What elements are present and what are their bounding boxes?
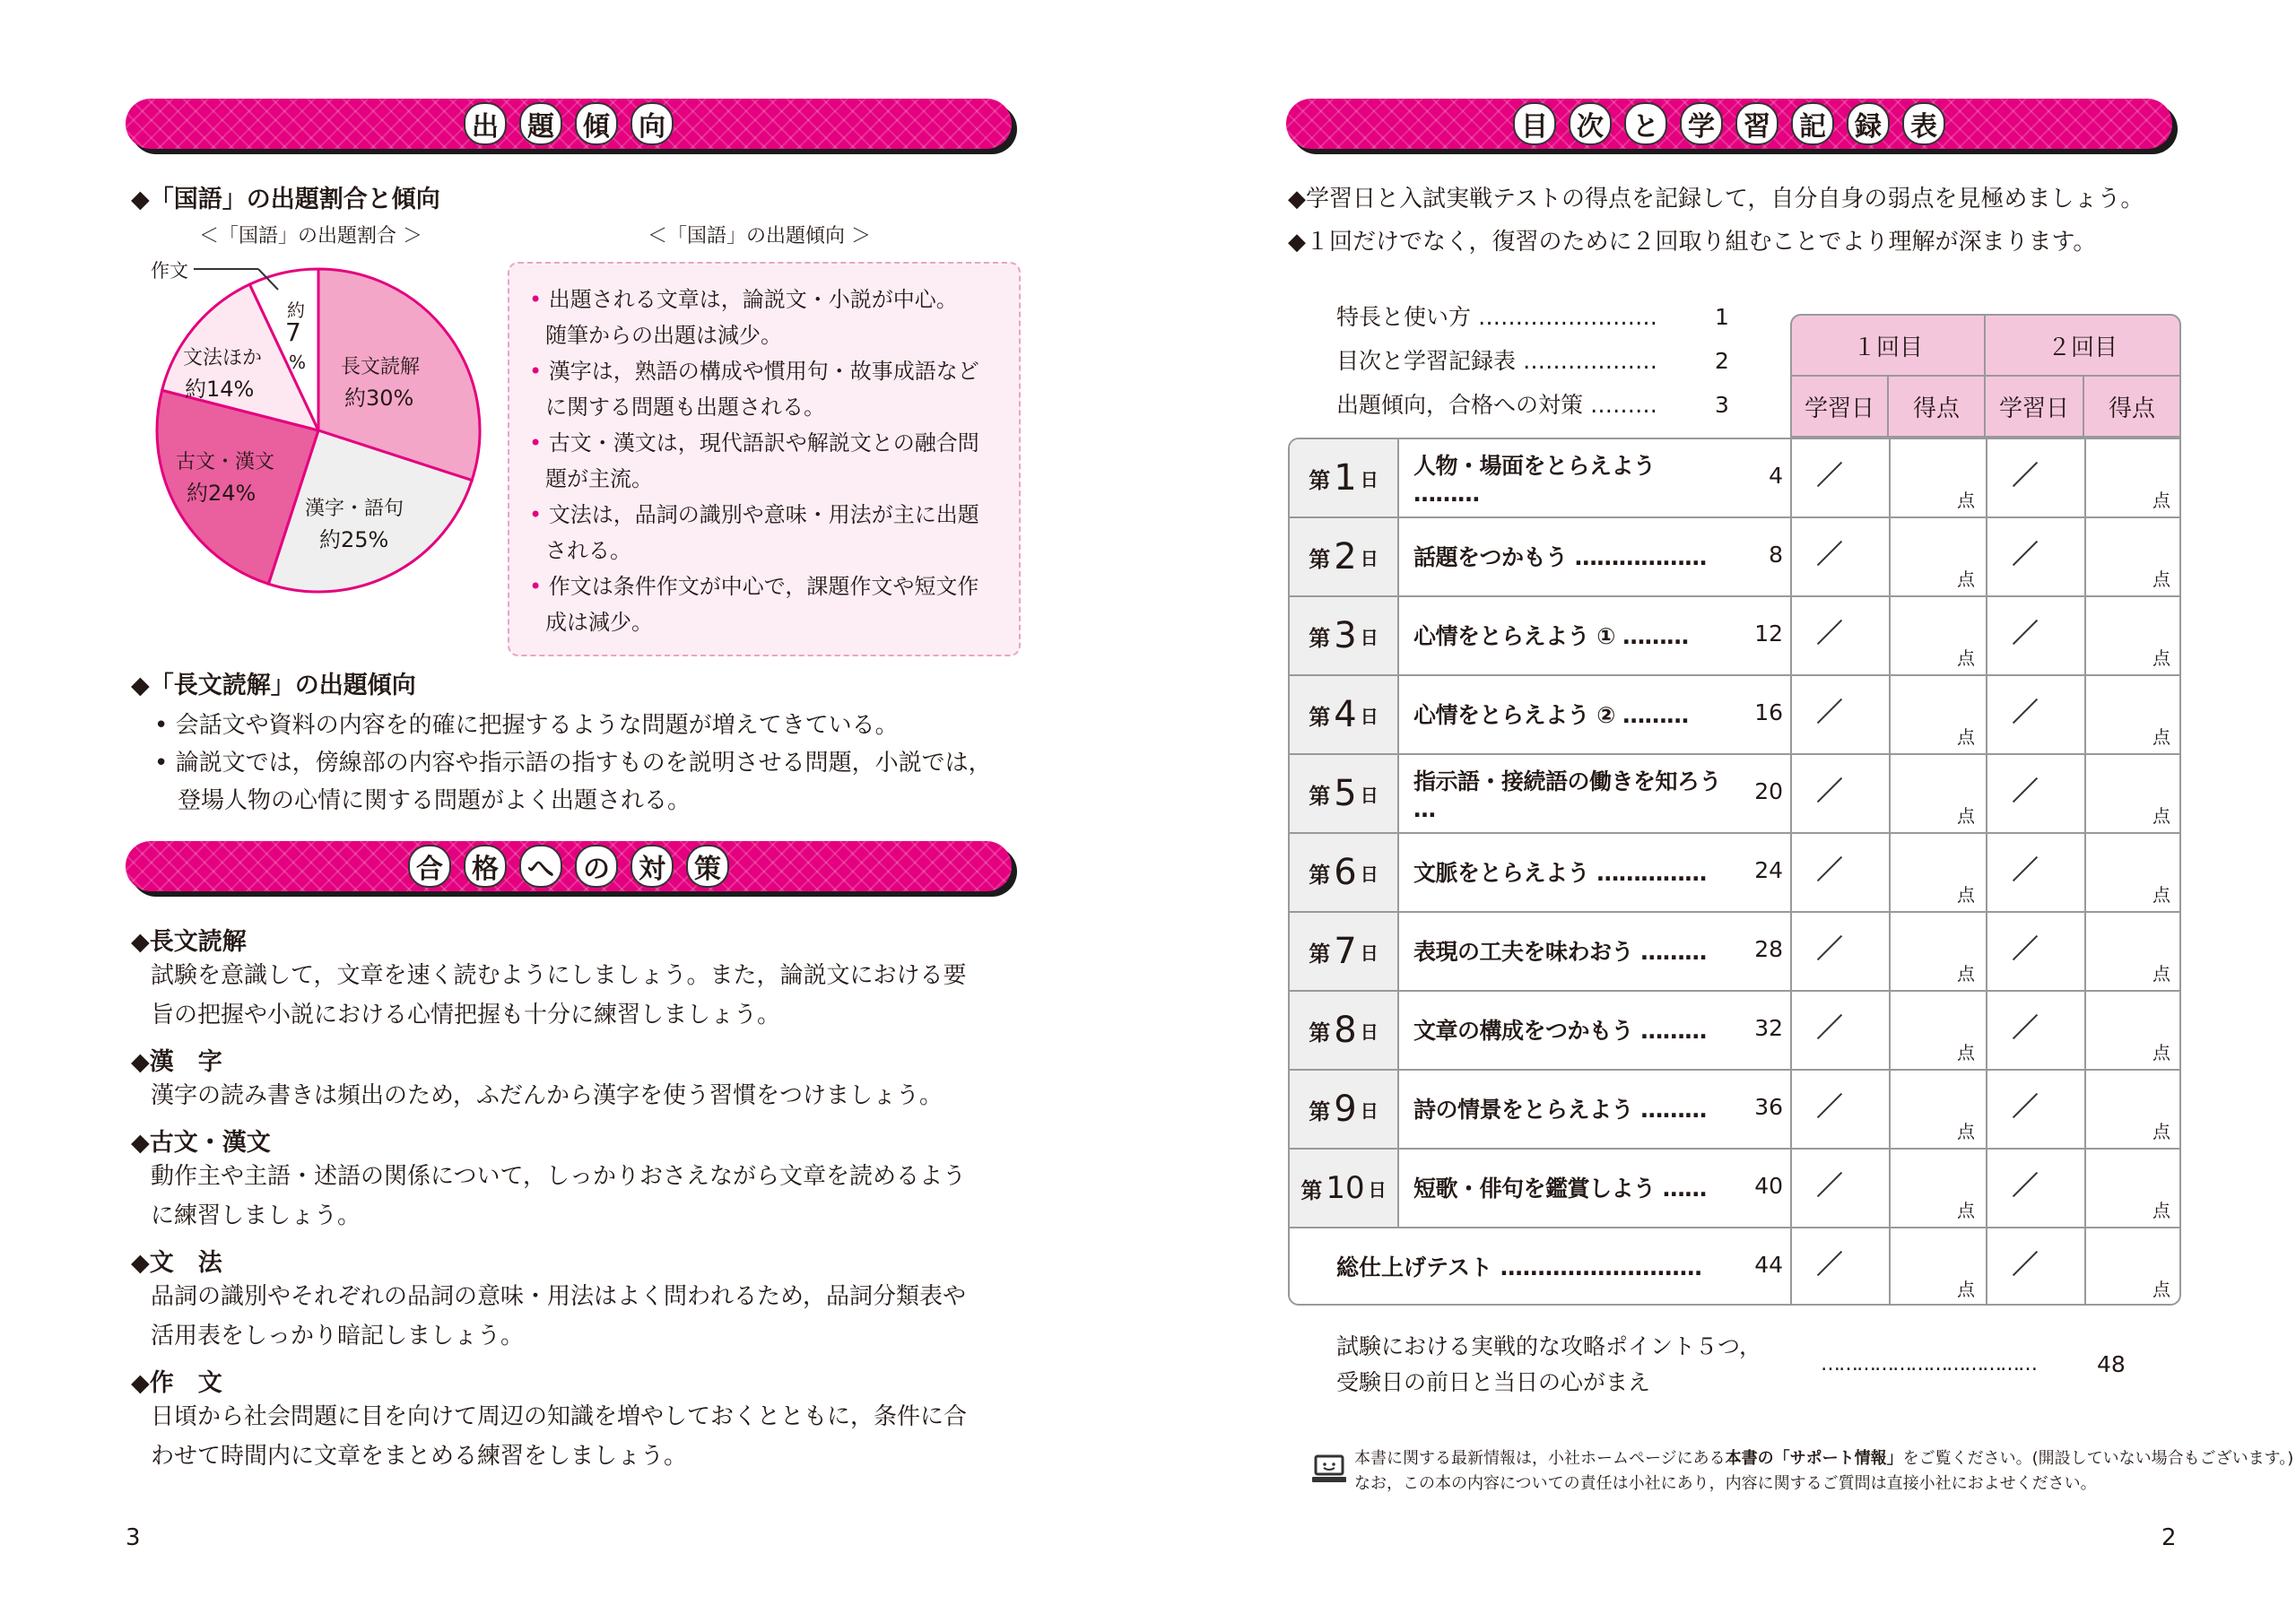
intro-line-2: ◆１回だけでなく，復習のために２回取り組むことでより理解が深まります。 <box>1288 229 2097 256</box>
day-dai: 第 <box>1309 546 1331 572</box>
col-divider <box>1986 832 1987 911</box>
day-dai: 第 <box>1309 941 1331 967</box>
banner-char: 学 <box>1680 102 1723 145</box>
row-page: 36 <box>1754 1094 1783 1120</box>
pie-label-chobun: 長文読解 <box>341 356 421 378</box>
col-divider <box>1986 1148 1987 1227</box>
day-nichi: 日 <box>1360 784 1378 806</box>
day-dai: 第 <box>1309 1020 1331 1046</box>
trend-text: 題が主流。 <box>545 466 653 491</box>
col-divider <box>1790 674 1792 753</box>
header-sub: 得点 <box>2084 377 2181 438</box>
trend-text: に関する問題も出題される。 <box>545 395 825 420</box>
row-title: 短歌・俳句を鑑賞しよう …… <box>1413 1176 1707 1202</box>
col-divider <box>1889 674 1891 753</box>
banner-char: 目 <box>1513 102 1556 145</box>
col-divider <box>1790 911 1792 990</box>
score-unit: 点 <box>2152 647 2170 669</box>
banner-char: 向 <box>631 102 674 145</box>
score-unit: 点 <box>2152 805 2170 827</box>
score-unit: 点 <box>2152 884 2170 906</box>
row-day-label <box>1290 755 1397 832</box>
section-heading-chobun: ◆「長文読解」の出題傾向 <box>131 672 416 699</box>
banner-mokuji <box>1286 99 2172 149</box>
chobun-line: • 会話文や資料の内容を的確に把握するような問題が増えてきている。 <box>154 712 899 739</box>
footer-support-info: 本書の「サポート情報」 <box>1725 1449 1903 1468</box>
trend-line <box>529 353 1004 389</box>
trend-bullet-icon: • <box>529 430 549 456</box>
taisaku-heading: ◆古文・漢文 <box>131 1129 271 1157</box>
pie-pct-chobun: 約30% <box>344 386 414 411</box>
banner-goukaku-taisaku <box>126 841 1012 891</box>
banner-char: の <box>575 845 618 888</box>
col-divider <box>1889 832 1891 911</box>
taisaku-heading: ◆作 文 <box>131 1369 222 1397</box>
col-divider <box>1889 438 1891 516</box>
taisaku-line: 品詞の識別やそれぞれの品詞の意味・用法はよく問われるため，品詞分類表や <box>151 1283 966 1310</box>
row-title: 心情をとらえよう ② ……… <box>1413 702 1689 728</box>
header-sub: 学習日 <box>1790 377 1889 438</box>
day-dai: 第 <box>1309 783 1331 809</box>
score-unit: 点 <box>1957 1121 1975 1142</box>
col-divider <box>1790 990 1792 1069</box>
score-unit: 点 <box>1957 1200 1975 1221</box>
row-page: 16 <box>1754 699 1783 725</box>
score-unit: 点 <box>2152 1121 2170 1142</box>
row-title: 心情をとらえよう ① ……… <box>1413 623 1689 649</box>
taisaku-line: 旨の把握や小説における心情把握も十分に練習しましょう。 <box>151 1002 781 1028</box>
pie-caption: ＜「国語」の出題割合 ＞ <box>199 225 422 247</box>
day-dai: 第 <box>1300 1177 1323 1203</box>
row-title: 文章の構成をつかもう ……… <box>1413 1018 1707 1044</box>
pie-label-yaku: 約 <box>287 299 305 321</box>
day-num: 1 <box>1334 457 1357 499</box>
day-nichi: 日 <box>1360 1020 1378 1043</box>
day-dai: 第 <box>1309 467 1331 493</box>
col-divider <box>2084 832 2086 911</box>
col-divider <box>1889 911 1891 990</box>
day-num: 4 <box>1334 694 1357 735</box>
row-title: 表現の工夫を味わおう ……… <box>1413 939 1707 965</box>
day-dai: 第 <box>1309 862 1331 888</box>
col-divider <box>1986 516 1987 595</box>
col-divider <box>1790 832 1792 911</box>
taisaku-line: 日頃から社会問題に目を向けて周辺の知識を増やしておくとともに，条件に合 <box>151 1403 968 1430</box>
pie-pct-kanji: 約25% <box>319 527 389 552</box>
banner-char: 表 <box>1902 102 1945 145</box>
appendix-line-2: 受験日の前日と当日の心がまえ <box>1336 1369 1651 1395</box>
trend-line <box>529 461 1021 497</box>
col-divider <box>2084 516 2086 595</box>
trend-text: 古文・漢文は，現代語訳や解説文との融合問 <box>548 430 979 456</box>
taisaku-line: に練習しましょう。 <box>151 1202 361 1229</box>
trend-line <box>529 604 1021 640</box>
row-title: 人物・場面をとらえよう ……… <box>1413 452 1656 507</box>
trend-bullet-icon: • <box>529 287 549 312</box>
day-dai: 第 <box>1309 1098 1331 1124</box>
taisaku-heading: ◆長文読解 <box>131 928 247 956</box>
score-unit: 点 <box>2152 1042 2170 1063</box>
header-round1: １回目 <box>1790 314 1986 377</box>
day-num: 7 <box>1334 931 1357 972</box>
row-page: 24 <box>1754 857 1783 883</box>
col-divider <box>1790 516 1792 595</box>
row-page: 8 <box>1769 542 1783 568</box>
row-page: 12 <box>1754 621 1783 647</box>
row-title: 文脈をとらえよう …………… <box>1413 860 1707 886</box>
col-divider <box>1790 1148 1792 1227</box>
score-unit: 点 <box>1957 568 1975 590</box>
taisaku-line: 活用表をしっかり暗記しましょう。 <box>151 1323 525 1350</box>
footer-line-1c: をご覧ください。(開設していない場合もございます。) <box>1902 1449 2294 1468</box>
banner-char: 格 <box>464 845 507 888</box>
day-nichi: 日 <box>1360 705 1378 727</box>
trend-text: 成は減少。 <box>545 610 653 635</box>
score-unit: 点 <box>1957 1279 1975 1300</box>
front-matter-title: 出題傾向，合格への対策 ……… <box>1336 392 1657 418</box>
banner-char: 出 <box>464 102 507 145</box>
score-unit: 点 <box>2152 1200 2170 1221</box>
banner-shutsudai-keiko <box>126 99 1012 149</box>
pie-label-pct: % <box>289 352 307 373</box>
row-day-label <box>1290 518 1397 595</box>
col-divider <box>2084 1227 2086 1306</box>
day-nichi: 日 <box>1360 863 1378 885</box>
col-divider <box>1889 1227 1891 1306</box>
trend-text: 文法は，品詞の識別や意味・用法が主に出題 <box>548 502 979 527</box>
col-divider <box>1790 753 1792 832</box>
col-divider <box>1986 753 1987 832</box>
page-number-right: 2 <box>2161 1524 2177 1551</box>
row-day-label <box>1290 1150 1397 1227</box>
trend-bullet-icon: • <box>529 502 549 527</box>
taisaku-line: 動作主や主語・述語の関係について，しっかりおさえながら文章を読めるよう <box>151 1163 966 1190</box>
day-num: 9 <box>1334 1089 1357 1130</box>
row-page: 40 <box>1754 1173 1783 1199</box>
col-divider <box>1986 990 1987 1069</box>
trend-bullet-icon: • <box>529 574 549 599</box>
footer-line-1 <box>1354 1445 2293 1469</box>
final-row-page: 44 <box>1754 1252 1783 1278</box>
row-day-label <box>1290 597 1397 674</box>
appendix-dots: ……………………………… <box>1821 1353 2036 1376</box>
day-num: 10 <box>1326 1170 1365 1206</box>
row-title: 話題をつかもう ……………… <box>1413 544 1707 570</box>
day-nichi: 日 <box>1360 468 1378 490</box>
score-unit: 点 <box>1957 963 1975 985</box>
banner-char: 題 <box>519 102 562 145</box>
pie-pct-bunpo: 約14% <box>185 377 255 402</box>
col-divider <box>1889 1148 1891 1227</box>
score-unit: 点 <box>1957 490 1975 511</box>
score-unit: 点 <box>1957 726 1975 748</box>
banner-char: 次 <box>1569 102 1612 145</box>
col-divider <box>1986 911 1987 990</box>
pie-label-bunpo: 文法ほか <box>183 347 263 369</box>
header-sub: 得点 <box>1889 377 1986 438</box>
row-page: 32 <box>1754 1015 1783 1041</box>
col-divider <box>2084 595 2086 674</box>
banner-char: へ <box>519 845 562 888</box>
col-divider <box>1790 1069 1792 1148</box>
banner-char: 記 <box>1791 102 1834 145</box>
col-divider <box>2084 1148 2086 1227</box>
trend-box <box>508 262 1021 656</box>
score-unit: 点 <box>1957 805 1975 827</box>
row-title: 詩の情景をとらえよう ……… <box>1413 1097 1707 1123</box>
taisaku-line: 漢字の読み書きは頻出のため，ふだんから漢字を使う習慣をつけましょう。 <box>151 1082 943 1109</box>
trend-line <box>529 497 1004 533</box>
day-num: 2 <box>1334 536 1357 577</box>
score-unit: 点 <box>2152 490 2170 511</box>
banner-char: 習 <box>1735 102 1779 145</box>
chobun-line: • 論説文では，傍線部の内容や指示語の指すものを説明させる問題，小説では， <box>154 750 992 777</box>
row-page: 20 <box>1754 778 1783 804</box>
col-divider <box>2084 1069 2086 1148</box>
score-unit: 点 <box>1957 1042 1975 1063</box>
row-day-label <box>1290 439 1397 516</box>
row-day-label <box>1290 834 1397 911</box>
score-unit: 点 <box>2152 963 2170 985</box>
trend-text: 出題される文章は，論説文・小説が中心。 <box>548 287 958 312</box>
appendix-line-1: 試験における実戦的な攻略ポイント５つ， <box>1336 1333 1762 1359</box>
col-divider <box>1889 1069 1891 1148</box>
row-day-label <box>1290 1071 1397 1148</box>
col-divider <box>1790 595 1792 674</box>
pie-label-kobun: 古文・漢文 <box>176 451 275 473</box>
day-nichi: 日 <box>1360 547 1378 569</box>
col-divider <box>2084 911 2086 990</box>
computer-icon <box>1311 1454 1347 1485</box>
col-divider <box>1889 595 1891 674</box>
taisaku-line: 試験を意識して，文章を速く読むようにしましょう。また，論説文における要 <box>151 962 967 989</box>
trend-text: 漢字は，熟語の構成や慣用句・故事成語など <box>548 359 979 384</box>
trend-line <box>529 317 1021 353</box>
col-divider <box>1986 595 1987 674</box>
col-divider <box>1986 674 1987 753</box>
trend-line <box>529 568 1004 604</box>
col-divider <box>2084 438 2086 516</box>
taisaku-heading: ◆文 法 <box>131 1249 222 1277</box>
day-num: 5 <box>1334 773 1357 814</box>
front-matter-title: 特長と使い方 …………………… <box>1336 304 1657 330</box>
footer-line-2: なお，この本の内容についての責任は小社にあり，内容に関するご質問は直接小社におよせください。 <box>1354 1474 2097 1493</box>
trend-line <box>529 533 1021 568</box>
trend-line <box>529 282 1004 317</box>
header-round2: ２回目 <box>1986 314 2181 377</box>
score-unit: 点 <box>2152 726 2170 748</box>
day-dai: 第 <box>1309 625 1331 651</box>
score-unit: 点 <box>1957 647 1975 669</box>
section-heading-kokugo: ◆「国語」の出題割合と傾向 <box>131 186 440 213</box>
col-divider <box>1889 753 1891 832</box>
page-number-left: 3 <box>126 1524 141 1551</box>
score-unit: 点 <box>1957 884 1975 906</box>
row-page: 28 <box>1754 936 1783 962</box>
col-divider <box>2084 753 2086 832</box>
row-title: 指示語・接続語の働きを知ろう … <box>1413 768 1722 822</box>
col-divider <box>1889 990 1891 1069</box>
banner-char: 傾 <box>575 102 618 145</box>
trend-line <box>529 389 1021 425</box>
pie-label-seven: 7 <box>285 317 301 347</box>
banner-char: と <box>1624 102 1667 145</box>
day-nichi: 日 <box>1360 626 1378 648</box>
front-matter-page: 2 <box>1715 348 1729 374</box>
trend-line <box>529 425 1004 461</box>
header-sub: 学習日 <box>1986 377 2084 438</box>
trend-text: 作文は条件作文が中心で，課題作文や短文作 <box>548 574 979 599</box>
chobun-line: 登場人物の心情に関する問題がよく出題される。 <box>154 787 691 814</box>
taisaku-line: わせて時間内に文章をまとめる練習をしましょう。 <box>151 1443 688 1470</box>
final-row-title: 総仕上げテスト ……………………… <box>1336 1254 1702 1280</box>
pie-pct-kobun: 約24% <box>187 481 257 506</box>
pie-label-kanji: 漢字・語句 <box>305 498 404 520</box>
col-divider <box>2084 674 2086 753</box>
front-matter-title: 目次と学習記録表 ……………… <box>1336 348 1657 374</box>
row-page: 4 <box>1769 463 1783 489</box>
trend-text: 随筆からの出題は減少。 <box>545 323 782 348</box>
banner-char: 合 <box>408 845 451 888</box>
day-num: 3 <box>1334 615 1357 656</box>
day-nichi: 日 <box>1368 1178 1387 1201</box>
row-day-label <box>1290 992 1397 1069</box>
day-dai: 第 <box>1309 704 1331 730</box>
front-matter-page: 3 <box>1715 392 1729 418</box>
col-divider <box>1889 516 1891 595</box>
col-divider <box>1986 1227 1987 1306</box>
col-divider <box>1986 438 1987 516</box>
score-unit: 点 <box>2152 1279 2170 1300</box>
col-divider <box>1790 1227 1792 1306</box>
day-num: 8 <box>1334 1010 1357 1051</box>
banner-char: 録 <box>1847 102 1890 145</box>
row-day-label <box>1290 676 1397 753</box>
pie-label-sakubun: 作文 <box>151 260 188 282</box>
score-unit: 点 <box>2152 568 2170 590</box>
taisaku-heading: ◆漢 字 <box>131 1048 222 1076</box>
banner-char: 対 <box>631 845 674 888</box>
day-nichi: 日 <box>1360 942 1378 964</box>
footer-line-1a: 本書に関する最新情報は，小社ホームページにある <box>1354 1449 1726 1468</box>
row-day-label <box>1290 913 1397 990</box>
day-num: 6 <box>1334 852 1357 893</box>
col-divider <box>2084 990 2086 1069</box>
intro-line-1: ◆学習日と入試実戦テストの得点を記録して，自分自身の弱点を見極めましょう。 <box>1288 186 2144 213</box>
col-divider <box>1790 438 1792 516</box>
trend-caption: ＜「国語」の出題傾向 ＞ <box>648 225 871 247</box>
appendix-page: 48 <box>2097 1351 2126 1377</box>
pie-chart <box>144 256 493 605</box>
day-nichi: 日 <box>1360 1099 1378 1122</box>
banner-char: 策 <box>686 845 729 888</box>
trend-text: される。 <box>545 538 631 563</box>
trend-bullet-icon: • <box>529 359 549 384</box>
col-divider <box>1986 1069 1987 1148</box>
front-matter-page: 1 <box>1715 304 1729 330</box>
